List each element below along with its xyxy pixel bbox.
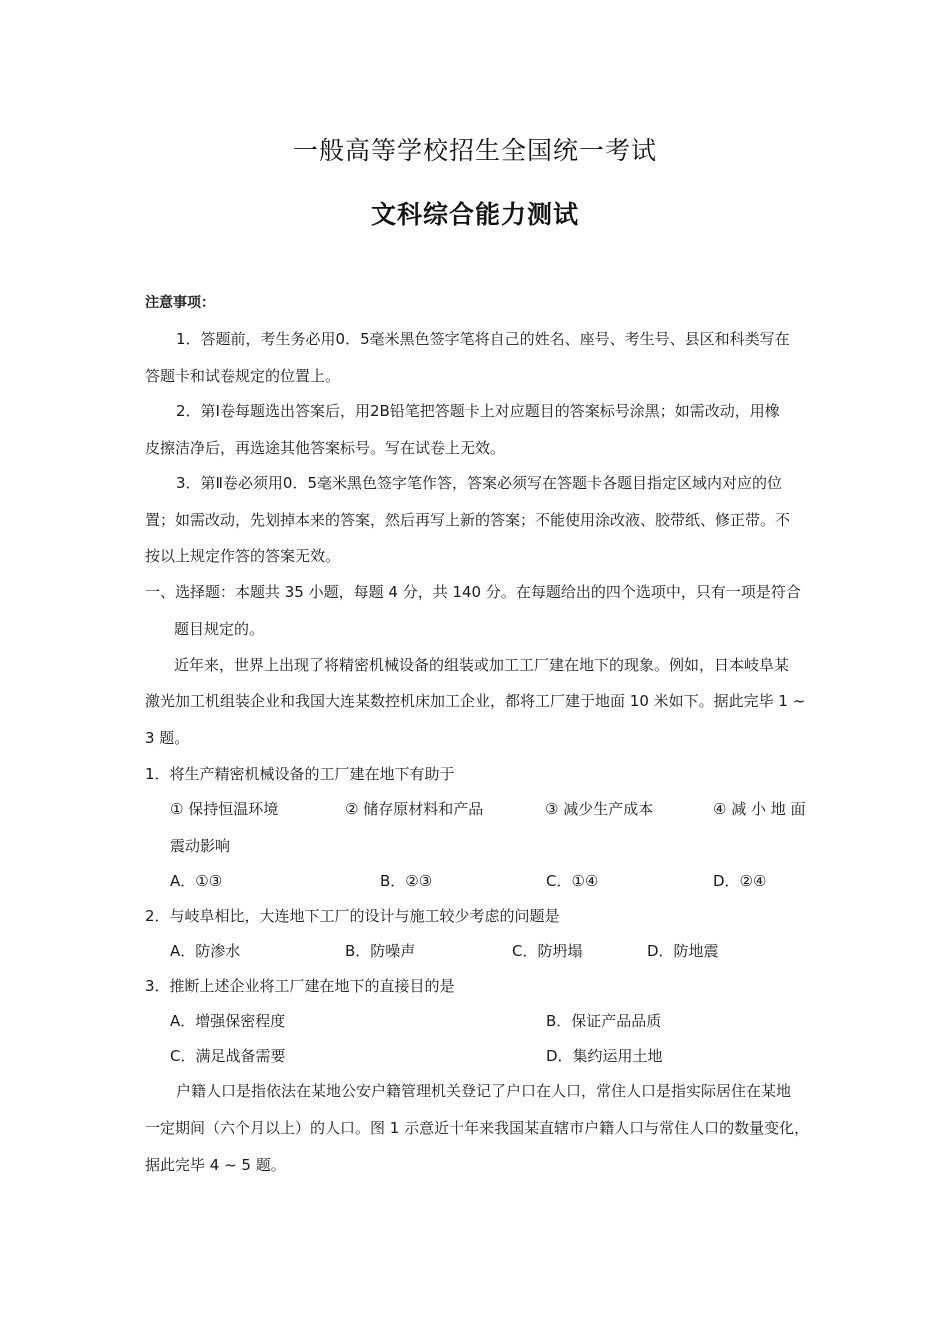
q1-option-c: C．①④ — [546, 872, 599, 890]
note-3-line-3: 按以上规定作答的答案无效。 — [145, 547, 341, 565]
question-3-stem: 3．推断上述企业将工厂建在地下的直接目的是 — [145, 977, 455, 995]
q2-option-c: C．防坍塌 — [512, 942, 583, 960]
q1-option-d: D．②④ — [713, 872, 767, 890]
note-1-line-2: 答题卡和试卷规定的位置上。 — [145, 367, 341, 385]
note-1-line-1: 1．答题前，考生务必用0．5毫米黑色签字笔将自己的姓名、座号、考生号、县区和科类写在 — [176, 330, 790, 348]
note-3-line-1: 3．第Ⅱ卷必须用0．5毫米黑色签字笔作答，答案必须写在答题卡各题目指定区域内对应的位 — [176, 474, 783, 492]
passage-1-line-2: 激光加工机组装企业和我国大连某数控机床加工企业，都将工厂建于地面 10 米如下。据此完毕 1 ~ — [145, 692, 806, 710]
page-subtitle: 文科综合能力测试 — [370, 200, 579, 229]
passage-1-line-1: 近年来，世界上出现了将精密机械设备的组装或加工工厂建在地下的现象。例如，日本岐阜某 — [174, 656, 790, 674]
note-2-line-1: 2．第Ⅰ卷每题选出答案后，用2B铅笔把答题卡上对应题目的答案标号涂黑；如需改动，用橡 — [176, 402, 780, 420]
q2-option-d: D．防地震 — [647, 942, 719, 960]
q3-option-c: C．满足战备需要 — [170, 1047, 286, 1065]
q1-statement-1: ① 保持恒温环境 — [170, 800, 279, 818]
q2-option-b: B．防噪声 — [345, 942, 416, 960]
q1-option-b: B．②③ — [380, 872, 433, 890]
passage-2-line-2: 一定期间（六个月以上）的人口。图 1 示意近十年来我国某直辖市户籍人口与常住人口的数量变化， — [145, 1119, 810, 1137]
q1-statement-4: ④ 减 小 地 面 — [713, 800, 806, 818]
passage-2-line-3: 据此完毕 4 ~ 5 题。 — [145, 1156, 286, 1174]
notes-heading: 注意事项： — [145, 295, 215, 311]
question-2-stem: 2．与岐阜相比，大连地下工厂的设计与施工较少考虑的问题是 — [145, 907, 560, 925]
q3-option-a: A．增强保密程度 — [170, 1012, 286, 1030]
q1-statement-2: ② 储存原材料和产品 — [345, 800, 484, 818]
section-header-line-2: 题目规定的。 — [174, 620, 265, 638]
q1-statement-3: ③ 减少生产成本 — [545, 800, 654, 818]
page-title: 一般高等学校招生全国统一考试 — [292, 136, 657, 165]
passage-1-line-3: 3 题。 — [145, 729, 190, 747]
q1-option-a: A．①③ — [170, 872, 223, 890]
section-header-line-1: 一、选择题：本题共 35 小题，每题 4 分，共 140 分。在每题给出的四个选项中，只有一项是符合 — [145, 583, 801, 601]
q2-option-a: A．防渗水 — [170, 942, 241, 960]
q3-option-d: D．集约运用土地 — [546, 1047, 663, 1065]
note-2-line-2: 皮擦洁净后，再选途其他答案标号。写在试卷上无效。 — [145, 439, 506, 457]
q1-statement-4-cont: 震动影响 — [170, 837, 231, 855]
question-1-stem: 1．将生产精密机械设备的工厂建在地下有助于 — [145, 765, 455, 783]
passage-2-line-1: 户籍人口是指依法在某地公安户籍管理机关登记了户口在人口，常住人口是指实际居住在某地 — [176, 1082, 792, 1100]
note-3-line-2: 置；如需改动，先划掉本来的答案，然后再写上新的答案；不能使用涂改液、胶带纸、修正带。不 — [145, 511, 791, 529]
q3-option-b: B．保证产品品质 — [546, 1012, 662, 1030]
